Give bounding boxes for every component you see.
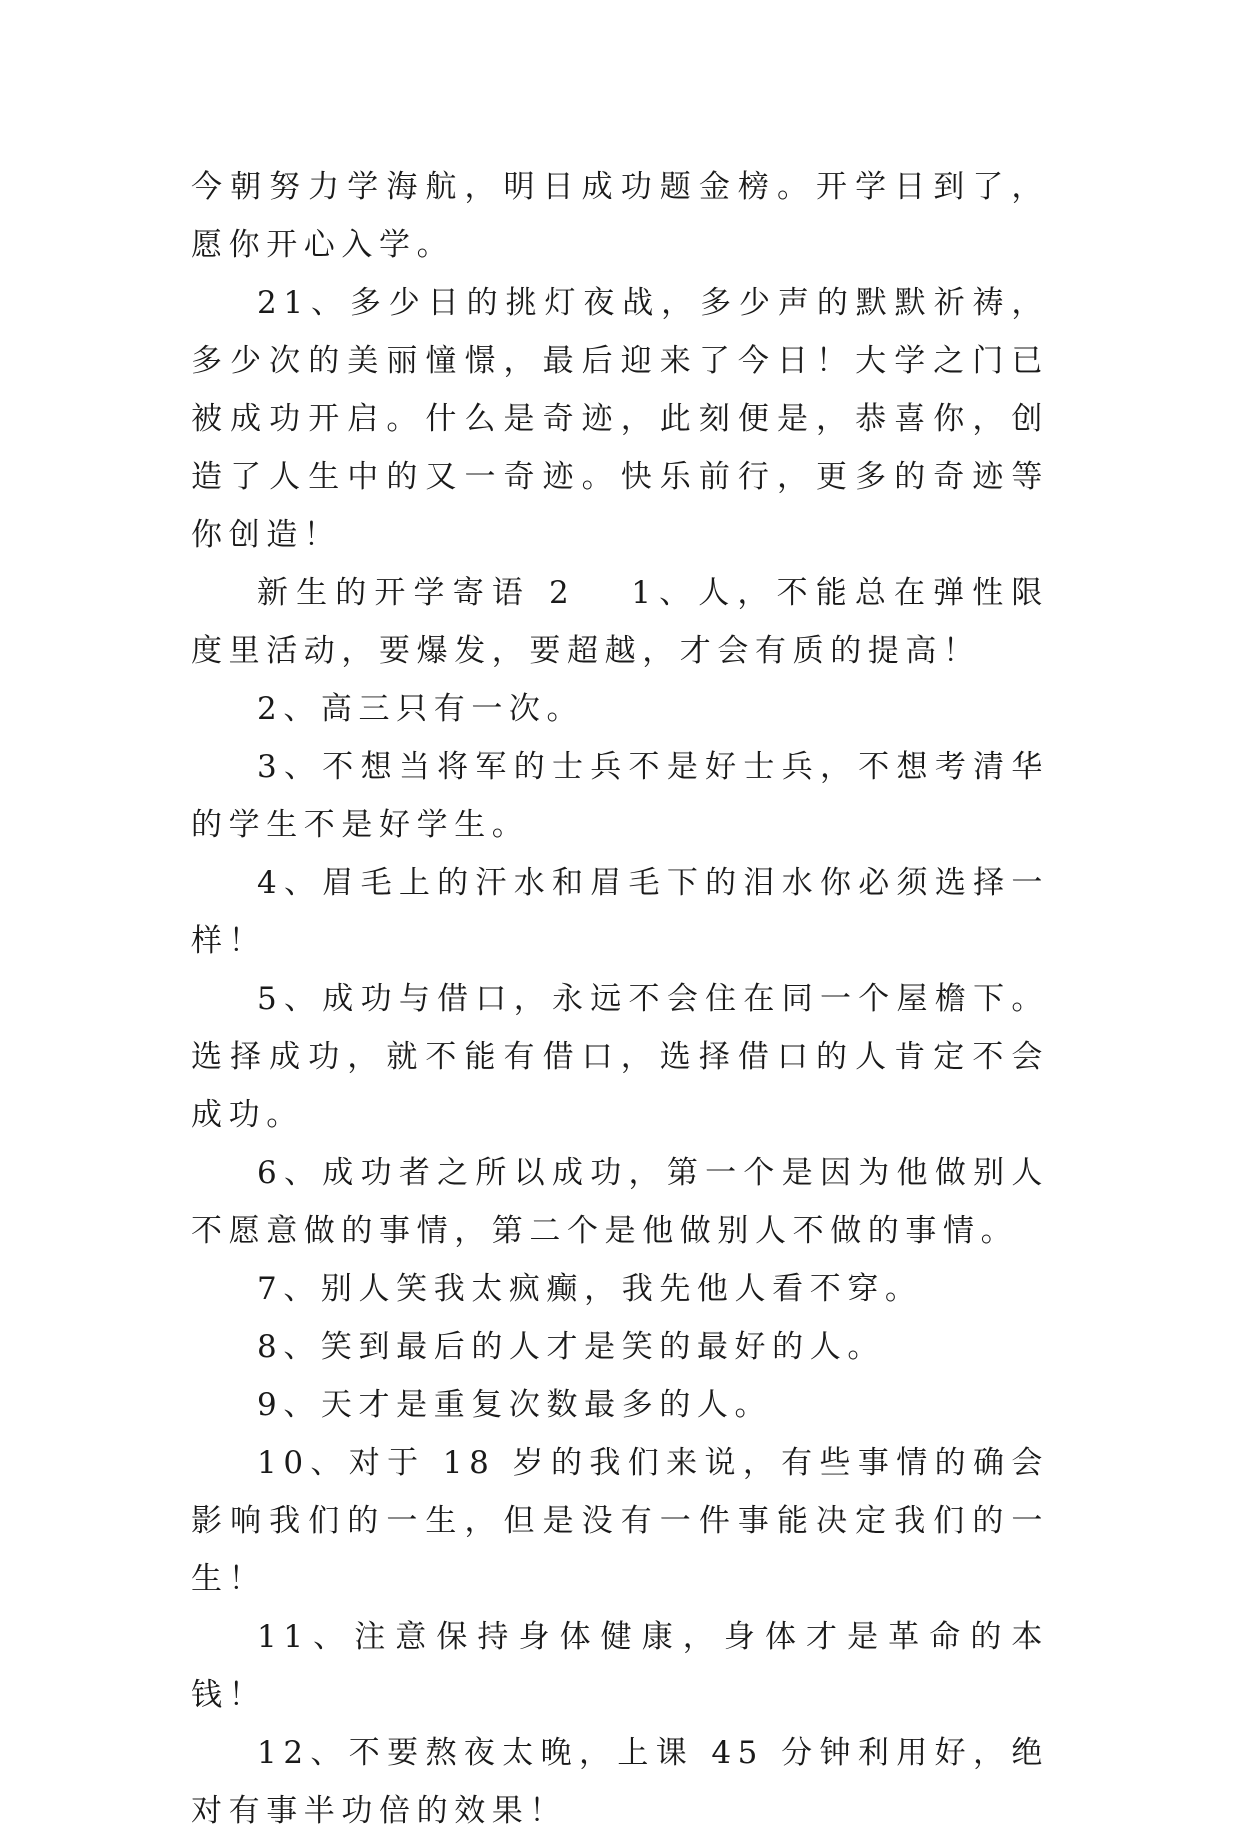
list-item-10: 10、对于 18 岁的我们来说，有些事情的确会影响我们的一生，但是没有一件事能决定我们的一生！ — [191, 1445, 1049, 1597]
list-item-2: 2、高三只有一次。 — [257, 691, 585, 727]
list-item-5: 5、成功与借口，永远不会住在同一个屋檐下。选择成功，就不能有借口，选择借口的人肯定不会成功。 — [191, 981, 1049, 1133]
list-item-3: 3、不想当将军的士兵不是好士兵，不想考清华的学生不是好学生。 — [191, 749, 1049, 843]
list-item-6: 6、成功者之所以成功，第一个是因为他做别人不愿意做的事情，第二个是他做别人不做的事情。 — [191, 1155, 1049, 1249]
list-item-12: 12、不要熬夜太晚，上课 45 分钟利用好，绝对有事半功倍的效果！ — [191, 1735, 1049, 1829]
list-item-7: 7、别人笑我太疯癫，我先他人看不穿。 — [257, 1271, 923, 1307]
list-item-9: 9、天才是重复次数最多的人。 — [257, 1387, 773, 1423]
section-heading: 新生的开学寄语 2 — [257, 575, 576, 611]
paragraph-item-21: 21、多少日的挑灯夜战，多少声的默默祈祷，多少次的美丽憧憬，最后迎来了今日！大学之门已被成功开启。什么是奇迹，此刻便是，恭喜你，创造了人生中的又一奇迹。快乐前行，更多的奇迹等你创造！ — [191, 285, 1049, 553]
list-item-1: 1、人，不能总在弹性限度里活动，要爆发，要超越，才会有质的提高！ — [191, 575, 1050, 669]
list-item-8: 8、笑到最后的人才是笑的最好的人。 — [257, 1329, 885, 1365]
list-item-11: 11、注意保持身体健康，身体才是革命的本钱！ — [191, 1619, 1049, 1713]
paragraph-opening: 今朝努力学海航，明日成功题金榜。开学日到了，愿你开心入学。 — [191, 169, 1049, 263]
document-body — [191, 158, 1049, 1840]
section-paragraph — [191, 564, 1049, 680]
list-item-4: 4、眉毛上的汗水和眉毛下的泪水你必须选择一样！ — [191, 865, 1049, 959]
